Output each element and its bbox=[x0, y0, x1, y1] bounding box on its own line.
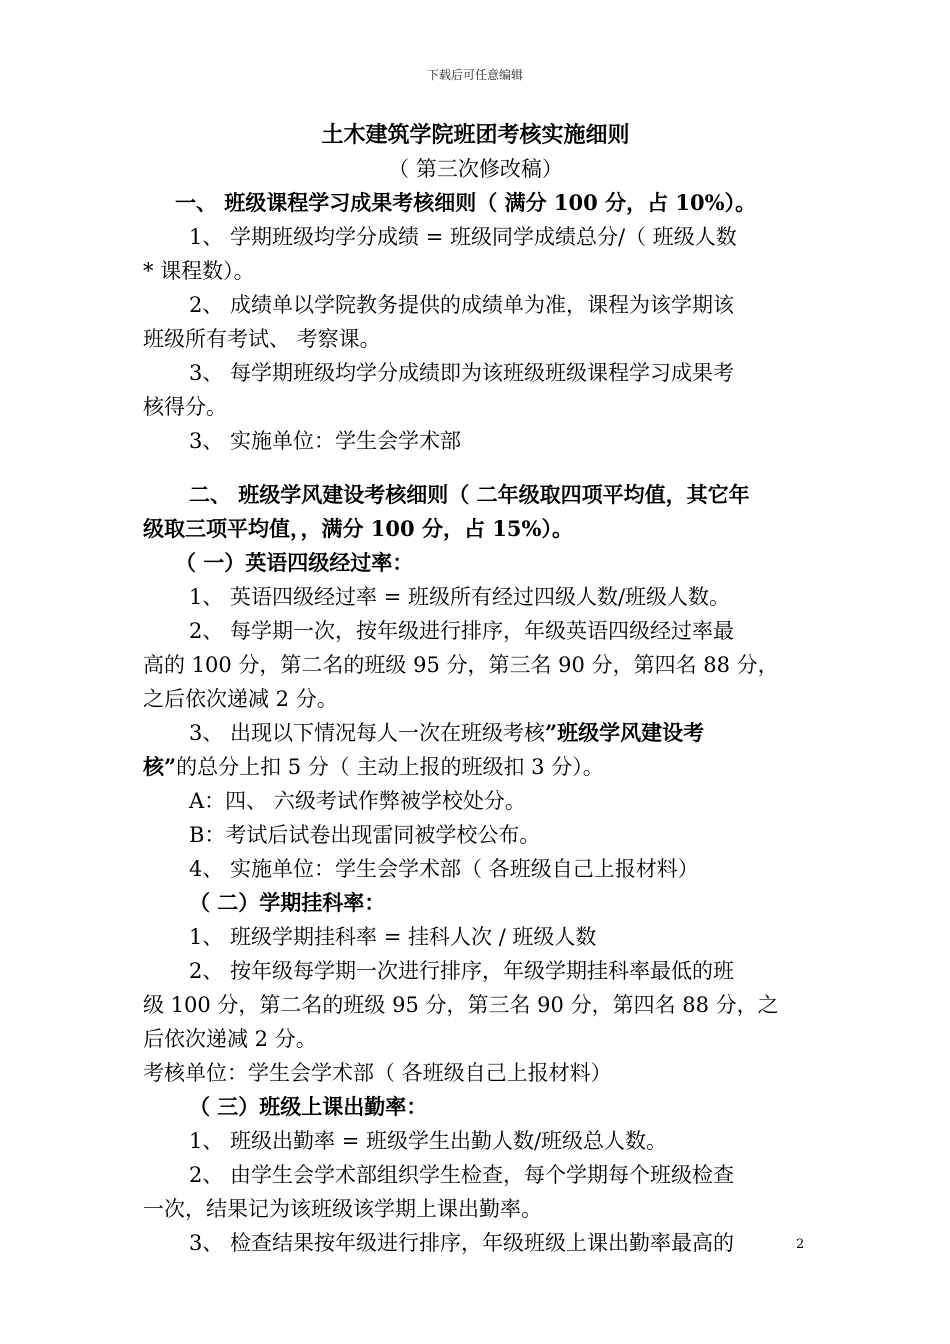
s2-sub1-case-b: B：考试后试卷出现雷同被学校公布。 bbox=[189, 823, 541, 847]
s2-sub1-item-2-cont: 高的 100 分，第二名的班级 95 分，第三名 90 分，第四名 88 分， bbox=[143, 653, 779, 677]
s1-item-1-cont: * 课程数）。 bbox=[143, 259, 255, 283]
s2-sub2-item-2: 2、 按年级每学期一次进行排序，年级学期挂科率最低的班 bbox=[189, 959, 735, 983]
s2-sub3-item-2: 2、 由学生会学术部组织学生检查，每个学期每个班级检查 bbox=[189, 1163, 735, 1187]
s2-sub1-item-4: 4、 实施单位：学生会学术部（ 各班级自己上报材料） bbox=[189, 857, 699, 881]
s2-sub2-item-1: 1、 班级学期挂科率 = 挂科人次 / 班级人数 bbox=[189, 925, 597, 949]
s2-sub1-item-1: 1、 英语四级经过率 = 班级所有经过四级人数/班级人数。 bbox=[189, 585, 731, 609]
s2-sub3-title: （ 三）班级上课出勤率： bbox=[189, 1094, 428, 1119]
document-title: 土木建筑学院班团考核实施细则 bbox=[321, 122, 630, 148]
section-2-heading: 二、 班级学风建设考核细则（ 二年级取四项平均值，其它年 bbox=[189, 482, 750, 507]
s2-sub3-item-2-cont: 一次，结果记为该班级该学期上课出勤率。 bbox=[143, 1197, 542, 1221]
s2-sub2-item-2-cont2: 后依次递减 2 分。 bbox=[143, 1027, 317, 1051]
page-number: 2 bbox=[796, 1237, 805, 1252]
s1-item-3: 3、 每学期班级均学分成绩即为该班级班级课程学习成果考 bbox=[189, 361, 735, 385]
s1-item-2: 2、 成绩单以学院教务提供的成绩单为准，课程为该学期该 bbox=[189, 293, 735, 317]
s2-sub1-item-3 bbox=[143, 716, 808, 750]
s1-item-3-cont: 核得分。 bbox=[143, 395, 227, 419]
s1-item-4: 3、 实施单位：学生会学术部 bbox=[189, 429, 462, 453]
document-subtitle: （ 第三次修改稿） bbox=[388, 157, 563, 181]
document-body bbox=[143, 118, 808, 1260]
section-2-heading-cont: 级取三项平均值，，满分 100 分，占 15%）。 bbox=[143, 516, 573, 541]
s2-sub1-case-a: A：四、 六级考试作弊被学校处分。 bbox=[189, 789, 526, 813]
s2-sub1-item-3-bold-cont: 核” bbox=[143, 754, 177, 779]
section-1-heading: 一、 班级课程学习成果考核细则（ 满分 100 分，占 10%）。 bbox=[175, 190, 757, 215]
s2-sub1-item-3-text-cont: 的总分上扣 5 分（ 主动上报的班级扣 3 分）。 bbox=[176, 755, 604, 779]
spacer bbox=[143, 458, 808, 478]
s2-sub2-title: （ 二）学期挂科率： bbox=[189, 890, 386, 915]
s2-sub2-unit: 考核单位：学生会学术部（ 各班级自己上报材料） bbox=[143, 1061, 612, 1085]
page-header: 下载后可任意编辑 bbox=[426, 68, 523, 82]
s2-sub1-item-3-cont bbox=[143, 750, 808, 784]
s2-sub2-item-2-cont: 级 100 分，第二名的班级 95 分，第三名 90 分，第四名 88 分，之 bbox=[143, 993, 779, 1017]
s2-sub1-item-3-text: 3、 出现以下情况每人一次在班级考核 bbox=[189, 721, 546, 745]
s2-sub1-item-2-cont2: 之后依次递减 2 分。 bbox=[143, 687, 338, 711]
s1-item-1: 1、 学期班级均学分成绩 = 班级同学成绩总分/（ 班级人数 bbox=[189, 225, 737, 249]
s1-item-2-cont: 班级所有考试、 考察课。 bbox=[143, 327, 381, 351]
s2-sub1-title: （ 一）英语四级经过率： bbox=[175, 550, 414, 575]
s2-sub3-item-3: 3、 检查结果按年级进行排序，年级班级上课出勤率最高的 bbox=[189, 1231, 735, 1255]
s2-sub1-item-2: 2、 每学期一次，按年级进行排序，年级英语四级经过率最 bbox=[189, 619, 735, 643]
s2-sub3-item-1: 1、 班级出勤率 = 班级学生出勤人数/班级总人数。 bbox=[189, 1129, 668, 1153]
s2-sub1-item-3-bold: ”班级学风建设考 bbox=[545, 720, 705, 745]
